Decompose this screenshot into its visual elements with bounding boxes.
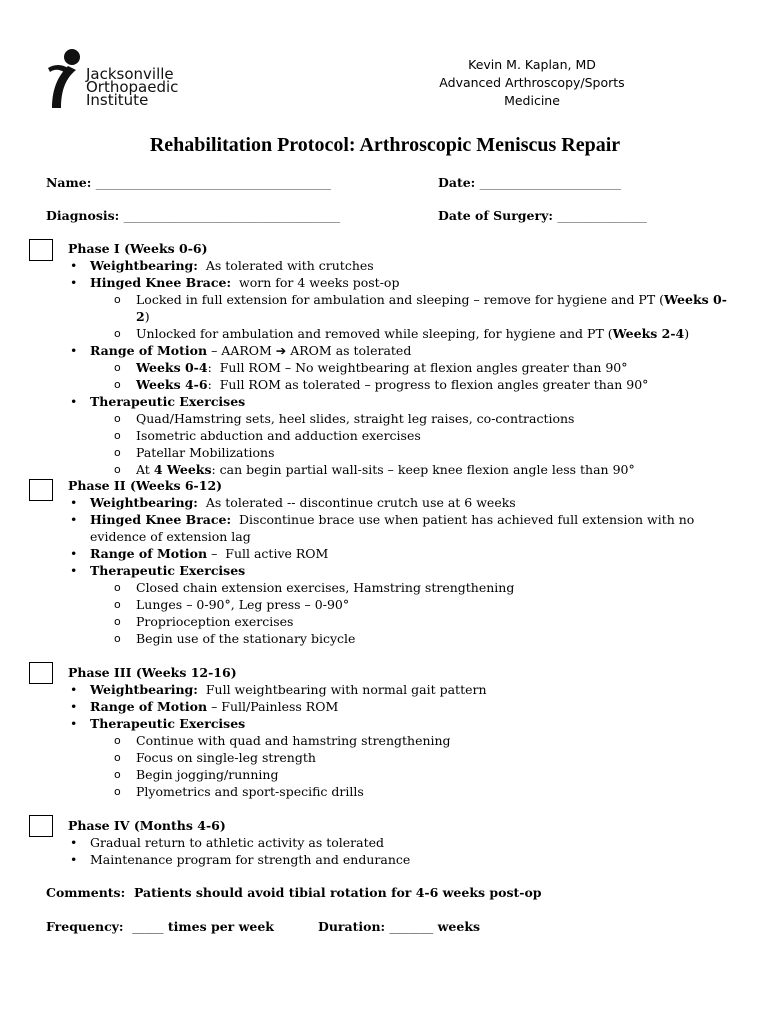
phase-subitem-text: : can begin partial wall-sits – keep knee flexion angle less than 90° — [211, 462, 635, 477]
phase-subitem-text: Proprioception exercises — [136, 614, 294, 629]
phase-item-list — [68, 257, 738, 478]
doctor-specialty-line2: Medicine — [504, 93, 560, 108]
phase-item — [68, 851, 738, 868]
phase-subitem-text: : Full ROM – No weightbearing at flexion angles greater than 90° — [207, 360, 628, 375]
phase-2-checkbox[interactable] — [29, 479, 53, 501]
logo-mark-icon — [46, 48, 86, 110]
phase-subitem-emphasis: Weeks 0-4 — [136, 360, 208, 375]
phase-item — [68, 494, 738, 511]
duration-label: Duration: — [318, 919, 386, 934]
phase-title: Phase IV (Months 4-6) — [68, 818, 226, 833]
date-of-surgery-label: Date of Surgery: — [438, 208, 553, 223]
phase-subitem — [68, 291, 738, 325]
phase-item-heading: Therapeutic Exercises — [90, 394, 246, 409]
phase-item-list — [68, 494, 738, 647]
phase-item-text: Gradual return to athletic activity as tolerated — [90, 835, 385, 850]
phase-subitem-text: Isometric abduction and adduction exercises — [136, 428, 421, 443]
phase-subitem-text: Locked in full extension for ambulation and sleeping – remove for hygiene and PT ( — [136, 292, 665, 307]
phase-subitem — [68, 427, 738, 444]
phase-item-text: – AAROM ➔ AROM as tolerated — [207, 343, 412, 358]
phase-item — [68, 342, 738, 359]
phase-item-text: As tolerated with crutches — [197, 258, 374, 273]
duration-suffix: weeks — [437, 919, 481, 934]
phase-item-heading: Range of Motion — [90, 546, 208, 561]
page-title: Rehabilitation Protocol: Arthroscopic Meniscus Repair — [149, 134, 621, 156]
phase-subitem-emphasis: Weeks 4-6 — [136, 377, 208, 392]
phase-subitem — [68, 579, 738, 596]
phase-subitem — [68, 444, 738, 461]
phase-item-text: Full weightbearing with normal gait pattern — [197, 682, 487, 697]
phase-subitem — [68, 359, 738, 376]
logo-text-line2: Orthopaedic — [86, 78, 179, 96]
phase-item-heading: Hinged Knee Brace: — [90, 275, 232, 290]
phase-subitem-text: Plyometrics and sport-specific drills — [136, 784, 364, 799]
phase-item — [68, 715, 738, 732]
phase-subitem — [68, 766, 738, 783]
frequency-label: Frequency: — [46, 919, 124, 934]
phase-2-section — [68, 477, 738, 647]
diagnosis-line[interactable]: ______________________________________________ — [123, 212, 340, 223]
phase-subitem-emphasis: Weeks 0-2 — [136, 292, 727, 324]
name-line[interactable]: __________________________________________________ — [95, 179, 331, 190]
phase-item-heading: Weightbearing: — [90, 495, 198, 510]
phase-subitem — [68, 613, 738, 630]
date-of-surgery-line[interactable]: ___________________ — [557, 212, 647, 223]
phase-title: Phase I (Weeks 0-6) — [68, 241, 208, 256]
phase-item — [68, 257, 738, 274]
phase-item — [68, 562, 738, 579]
phase-subitem-text: At — [136, 462, 154, 477]
phase-subitem-text: Quad/Hamstring sets, heel slides, straight leg raises, co-contractions — [136, 411, 575, 426]
phase-1-checkbox[interactable] — [29, 239, 53, 261]
phase-item — [68, 545, 738, 562]
phase-subitem-text: : Full ROM as tolerated – progress to flexion angles greater than 90° — [207, 377, 649, 392]
phase-subitem-text: Patellar Mobilizations — [136, 445, 275, 460]
phase-1-section — [68, 240, 738, 478]
comments — [46, 885, 542, 900]
name-label: Name: — [46, 175, 92, 190]
phase-item — [68, 274, 738, 291]
phase-subitem-emphasis: Weeks 2-4 — [612, 326, 685, 341]
logo-text-line1: Jacksonville — [86, 65, 174, 83]
phase-item-list — [68, 834, 738, 868]
phase-subitem — [68, 376, 738, 393]
phase-item-heading: Therapeutic Exercises — [90, 563, 246, 578]
comments-text: Patients should avoid tibial rotation for 4-6 weeks post-op — [133, 885, 542, 900]
phase-item-list — [68, 681, 738, 800]
phase-subitem-text: Begin jogging/running — [136, 767, 279, 782]
frequency-field[interactable] — [46, 919, 274, 934]
phase-item — [68, 511, 738, 545]
duration-field[interactable] — [318, 919, 480, 934]
phase-subitem — [68, 732, 738, 749]
phase-subitem-text: Unlocked for ambulation and removed while sleeping, for hygiene and PT ( — [136, 326, 613, 341]
phase-item-text: Discontinue brace use when patient has achieved full extension with no evidence of extension lag — [90, 512, 699, 544]
phase-item-heading: Weightbearing: — [90, 682, 198, 697]
duration-line[interactable]: _______ — [389, 919, 434, 934]
date-field[interactable] — [438, 175, 621, 190]
doctor-header — [412, 56, 652, 110]
logo-text-line3: Institute — [86, 91, 149, 109]
comments-label: Comments: — [46, 885, 126, 900]
phase-item — [68, 681, 738, 698]
diagnosis-field[interactable] — [46, 208, 340, 223]
phase-item — [68, 834, 738, 851]
phase-subitem-emphasis: 4 Weeks — [153, 462, 212, 477]
phase-subitem-text: Continue with quad and hamstring strengthening — [136, 733, 451, 748]
name-field[interactable] — [46, 175, 331, 190]
phase-subitem-text: Begin use of the stationary bicycle — [136, 631, 356, 646]
frequency-suffix: times per week — [167, 919, 274, 934]
phase-subitem — [68, 461, 738, 478]
phase-3-checkbox[interactable] — [29, 662, 53, 684]
phase-subitem-text: Lunges – 0-90°, Leg press – 0-90° — [136, 597, 350, 612]
doctor-specialty-line1: Advanced Arthroscopy/Sports — [439, 75, 625, 90]
doctor-name: Kevin M. Kaplan, MD — [468, 57, 596, 72]
phase-item-text: Maintenance program for strength and endurance — [90, 852, 411, 867]
phase-item-text: – Full/Painless ROM — [207, 699, 339, 714]
phase-title: Phase II (Weeks 6-12) — [68, 478, 223, 493]
phase-4-checkbox[interactable] — [29, 815, 53, 837]
phase-item-heading: Range of Motion — [90, 343, 208, 358]
date-of-surgery-field[interactable] — [438, 208, 647, 223]
phase-subitem-text: Closed chain extension exercises, Hamstring strengthening — [136, 580, 515, 595]
phase-subitem-text: ) — [144, 309, 150, 324]
phase-item-heading: Range of Motion — [90, 699, 208, 714]
phase-subitem-text: ) — [684, 326, 690, 341]
phase-4-section — [68, 817, 738, 868]
phase-subitem — [68, 749, 738, 766]
phase-title: Phase III (Weeks 12-16) — [68, 665, 237, 680]
date-line[interactable]: ______________________________ — [479, 179, 621, 190]
phase-item-heading: Hinged Knee Brace: — [90, 512, 232, 527]
phase-3-section — [68, 664, 738, 800]
phase-item — [68, 393, 738, 410]
phase-subitem — [68, 410, 738, 427]
phase-subitem — [68, 630, 738, 647]
phase-item-heading: Weightbearing: — [90, 258, 198, 273]
diagnosis-label: Diagnosis: — [46, 208, 120, 223]
phase-item — [68, 698, 738, 715]
phase-subitem — [68, 596, 738, 613]
phase-item-text: As tolerated -- discontinue crutch use at 6 weeks — [197, 495, 516, 510]
phase-subitem-text: Focus on single-leg strength — [136, 750, 316, 765]
frequency-line[interactable]: _____ — [132, 919, 164, 934]
phase-subitem — [68, 325, 738, 342]
phase-item-text: worn for 4 weeks post-op — [231, 275, 400, 290]
date-label: Date: — [438, 175, 476, 190]
phase-item-heading: Therapeutic Exercises — [90, 716, 246, 731]
phase-item-text: – Full active ROM — [207, 546, 329, 561]
phase-subitem — [68, 783, 738, 800]
